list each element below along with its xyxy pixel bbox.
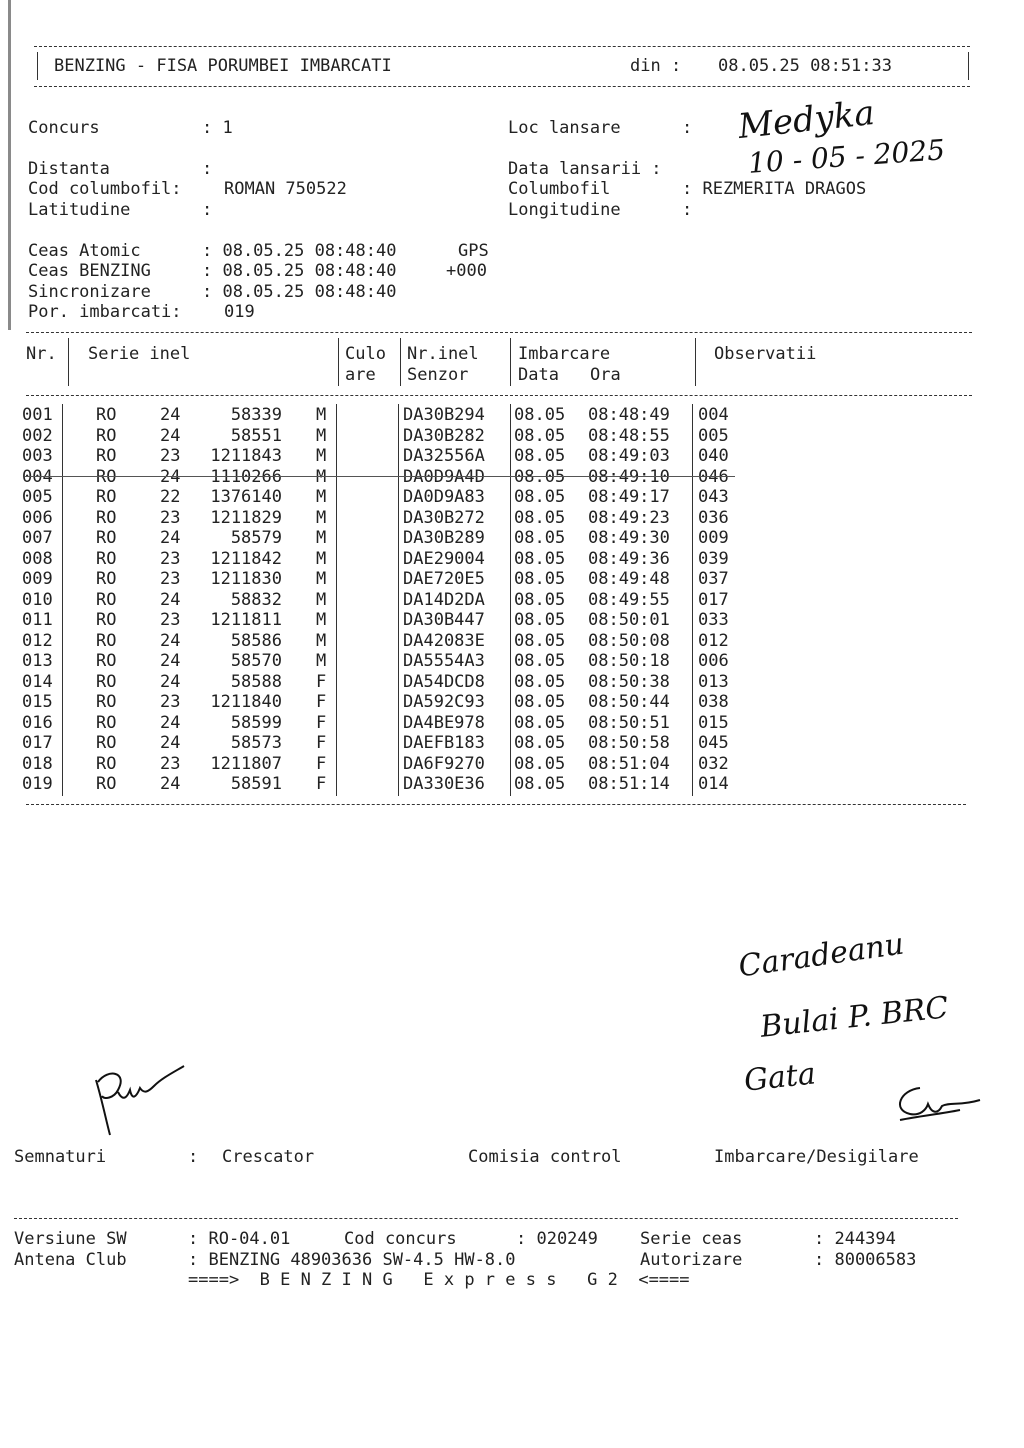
cell-yr: 23	[160, 610, 181, 630]
cell-date: 08.05	[514, 405, 566, 425]
loc-lansare-colon: :	[682, 118, 693, 138]
table-row	[0, 754, 1024, 774]
ceas-atomic-source: GPS	[458, 241, 489, 261]
cell-sex: F	[316, 671, 327, 692]
cell-obs: 005	[698, 425, 729, 446]
serie-ceas-value: : 244394	[814, 1229, 896, 1249]
distanta-value: :	[202, 159, 213, 179]
cell-cc: RO	[96, 466, 117, 487]
footer-rule	[14, 1218, 958, 1219]
cell-obs: 036	[698, 507, 729, 528]
header-top-rule	[34, 46, 970, 47]
cell-date: 08.05	[514, 569, 566, 589]
cell-sex: M	[316, 548, 327, 569]
cell-nr: 018	[22, 753, 53, 774]
cell-nr: 011	[22, 610, 53, 630]
cell-ring: 58599	[230, 712, 282, 733]
table-row	[0, 713, 1024, 733]
cell-ring: 58591	[230, 774, 282, 794]
cell-date: 08.05	[514, 712, 566, 733]
cell-sensor: DA30B289	[403, 528, 485, 548]
cell-yr: 23	[160, 446, 181, 466]
cell-obs: 017	[698, 589, 729, 610]
cell-date: 08.05	[514, 733, 566, 753]
header-left-border	[37, 52, 38, 80]
handwritten-name-2: Bulai P. BRC	[758, 990, 951, 1045]
cell-cc: RO	[96, 712, 117, 733]
cell-sex: M	[316, 569, 327, 589]
cell-obs: 045	[698, 733, 729, 753]
cell-obs: 040	[698, 446, 729, 466]
cell-sensor: DA5554A3	[403, 651, 485, 671]
concurs-value: : 1	[202, 118, 233, 138]
latitudine-value: :	[202, 200, 213, 220]
cell-date: 08.05	[514, 671, 566, 692]
columbofil-label: Columbofil	[508, 179, 611, 199]
cell-time: 08:49:36	[588, 548, 670, 569]
table-row	[0, 487, 1024, 507]
cell-obs: 004	[698, 405, 729, 425]
cell-sensor: DA4BE978	[403, 712, 485, 733]
loc-lansare-label: Loc lansare	[508, 118, 621, 138]
cell-ring: 58339	[230, 405, 282, 425]
header-bottom-rule	[34, 86, 970, 87]
cell-date: 08.05	[514, 425, 566, 446]
cell-nr: 016	[22, 712, 53, 733]
cell-cc: RO	[96, 651, 117, 671]
ceas-benzing-label: Ceas BENZING	[28, 261, 151, 281]
cell-ring: 1211811	[210, 610, 282, 630]
cell-cc: RO	[96, 507, 117, 528]
cell-date: 08.05	[514, 507, 566, 528]
cod-columbofil-value: ROMAN 750522	[224, 179, 347, 199]
table-row	[0, 446, 1024, 466]
handwritten-name-1: Caradeanu	[736, 926, 907, 985]
cell-yr: 24	[160, 712, 181, 733]
table-row	[0, 631, 1024, 651]
cell-ring: 58588	[230, 671, 282, 692]
cell-sensor: DA0D9A4D	[403, 466, 485, 487]
cell-sensor: DA0D9A83	[403, 487, 485, 507]
cell-yr: 24	[160, 405, 181, 425]
columbofil-value: : REZMERITA DRAGOS	[682, 179, 867, 199]
table-header-rule	[26, 395, 972, 396]
cell-date: 08.05	[514, 692, 566, 712]
table-row	[0, 774, 1024, 794]
header-senzor: Senzor	[407, 365, 469, 385]
cell-yr: 24	[160, 630, 181, 651]
cell-time: 08:49:30	[588, 528, 670, 548]
cell-date: 08.05	[514, 651, 566, 671]
row-004-strike-line	[25, 476, 735, 477]
cell-sensor: DA54DCD8	[403, 671, 485, 692]
cell-cc: RO	[96, 589, 117, 610]
cell-ring: 58586	[230, 630, 282, 651]
col-sep-nr-header	[68, 338, 69, 386]
cell-time: 08:49:55	[588, 589, 670, 610]
cell-date: 08.05	[514, 548, 566, 569]
cell-cc: RO	[96, 446, 117, 466]
ceas-atomic-label: Ceas Atomic	[28, 241, 141, 261]
col-sep-serie-header	[338, 338, 339, 386]
print-datetime: 08.05.25 08:51:33	[718, 56, 892, 76]
cell-nr: 003	[22, 446, 53, 466]
cell-sex: M	[316, 630, 327, 651]
cell-ring: 58579	[230, 528, 282, 548]
cell-date: 08.05	[514, 589, 566, 610]
cell-obs: 009	[698, 528, 729, 548]
cod-concurs-value: : 020249	[516, 1229, 598, 1249]
header-culoare-2: are	[345, 365, 376, 385]
antena-club-value: : BENZING 48903636 SW-4.5 HW-8.0	[188, 1250, 516, 1270]
cell-obs: 015	[698, 712, 729, 733]
cell-cc: RO	[96, 425, 117, 446]
cell-yr: 23	[160, 753, 181, 774]
cell-cc: RO	[96, 692, 117, 712]
desigilare-signature	[880, 1080, 990, 1130]
cell-ring: 58573	[230, 733, 282, 753]
cell-date: 08.05	[514, 446, 566, 466]
cell-time: 08:49:03	[588, 446, 670, 466]
table-row	[0, 426, 1024, 446]
cell-nr: 012	[22, 630, 53, 651]
cell-time: 08:48:49	[588, 405, 670, 425]
scan-edge	[8, 0, 11, 330]
cell-sensor: DAEFB183	[403, 733, 485, 753]
cell-ring: 1211843	[210, 446, 282, 466]
cell-ring: 1211807	[210, 753, 282, 774]
crescator-label: Crescator	[222, 1147, 315, 1167]
data-lansarii-handwritten: 10 - 05 - 2025	[747, 133, 946, 180]
cell-sex: F	[316, 753, 327, 774]
loc-lansare-handwritten: Medyka	[736, 92, 877, 148]
cell-sensor: DAE720E5	[403, 569, 485, 589]
cell-obs: 032	[698, 753, 729, 774]
cell-time: 08:48:55	[588, 425, 670, 446]
cell-sex: M	[316, 610, 327, 630]
handwritten-name-3: Gata	[742, 1056, 818, 1099]
header-right-border	[968, 52, 969, 80]
cell-nr: 002	[22, 425, 53, 446]
cell-sex: M	[316, 405, 327, 425]
table-top-rule	[26, 332, 972, 333]
cell-time: 08:49:10	[588, 466, 670, 487]
cell-sex: M	[316, 651, 327, 671]
cell-cc: RO	[96, 753, 117, 774]
header-nr: Nr.	[26, 344, 57, 364]
cell-ring: 1211840	[210, 692, 282, 712]
cell-yr: 22	[160, 487, 181, 507]
cell-obs: 043	[698, 487, 729, 507]
cell-date: 08.05	[514, 528, 566, 548]
imbarcare-desigilare-label: Imbarcare/Desigilare	[714, 1147, 919, 1167]
ceas-atomic-value: : 08.05.25 08:48:40	[202, 241, 397, 261]
cell-cc: RO	[96, 569, 117, 589]
longitudine-value: :	[682, 200, 693, 220]
comisia-control-label: Comisia control	[468, 1147, 622, 1167]
cell-yr: 24	[160, 651, 181, 671]
cell-sex: M	[316, 507, 327, 528]
cell-sensor: DA30B447	[403, 610, 485, 630]
cell-time: 08:50:51	[588, 712, 670, 733]
cell-sex: M	[316, 487, 327, 507]
table-row	[0, 590, 1024, 610]
data-lansarii-label: Data lansarii :	[508, 159, 662, 179]
cell-nr: 008	[22, 548, 53, 569]
table-row	[0, 733, 1024, 753]
table-row	[0, 528, 1024, 548]
cell-obs: 039	[698, 548, 729, 569]
versiune-sw-value: : RO-04.01	[188, 1229, 291, 1249]
cell-ring: 1211842	[210, 548, 282, 569]
cell-date: 08.05	[514, 487, 566, 507]
longitudine-label: Longitudine	[508, 200, 621, 220]
semnaturi-colon: :	[188, 1147, 199, 1167]
cell-yr: 23	[160, 548, 181, 569]
header-serie-inel: Serie inel	[88, 344, 191, 364]
cell-obs: 013	[698, 671, 729, 692]
cell-sensor: DA32556A	[403, 446, 485, 466]
semnaturi-label: Semnaturi	[14, 1147, 107, 1167]
col-sep-imbarcare-header	[695, 338, 696, 386]
por-imbarcati-value: 019	[224, 302, 255, 322]
cell-time: 08:49:48	[588, 569, 670, 589]
ceas-benzing-value: : 08.05.25 08:48:40	[202, 261, 397, 281]
cell-yr: 24	[160, 774, 181, 794]
concurs-label: Concurs	[28, 118, 100, 138]
autorizare-label: Autorizare	[640, 1250, 743, 1270]
cell-cc: RO	[96, 528, 117, 548]
cell-sex: M	[316, 446, 327, 466]
cell-time: 08:50:08	[588, 630, 670, 651]
table-row	[0, 692, 1024, 712]
cell-nr: 019	[22, 774, 53, 794]
cell-time: 08:51:04	[588, 753, 670, 774]
cell-sex: F	[316, 733, 327, 753]
cell-yr: 24	[160, 589, 181, 610]
cell-date: 08.05	[514, 610, 566, 630]
cell-yr: 24	[160, 466, 181, 487]
cell-sensor: DA30B272	[403, 507, 485, 528]
cell-time: 08:49:17	[588, 487, 670, 507]
cell-time: 08:50:58	[588, 733, 670, 753]
antena-club-label: Antena Club	[14, 1250, 127, 1270]
cell-nr: 009	[22, 569, 53, 589]
header-observatii: Observatii	[714, 344, 817, 364]
col-sep-senzor-header	[510, 338, 511, 386]
cell-sex: F	[316, 774, 327, 794]
cell-obs: 014	[698, 774, 729, 794]
cell-time: 08:49:23	[588, 507, 670, 528]
cell-nr: 010	[22, 589, 53, 610]
cell-ring: 1376140	[210, 487, 282, 507]
cell-ring: 58832	[230, 589, 282, 610]
header-ora: Ora	[590, 365, 621, 385]
cell-obs: 046	[698, 466, 729, 487]
cell-date: 08.05	[514, 630, 566, 651]
ceas-benzing-offset: +000	[446, 261, 487, 281]
cell-time: 08:50:01	[588, 610, 670, 630]
cell-nr: 006	[22, 507, 53, 528]
sincronizare-label: Sincronizare	[28, 282, 151, 302]
cell-sex: M	[316, 528, 327, 548]
cell-time: 08:50:18	[588, 651, 670, 671]
table-row	[0, 569, 1024, 589]
table-bottom-rule	[26, 804, 966, 805]
serie-ceas-label: Serie ceas	[640, 1229, 743, 1249]
cell-yr: 24	[160, 425, 181, 446]
table-row	[0, 651, 1024, 671]
cell-sensor: DA330E36	[403, 774, 485, 794]
table-row	[0, 549, 1024, 569]
cell-sensor: DA14D2DA	[403, 589, 485, 610]
cell-sex: M	[316, 466, 327, 487]
cell-time: 08:50:38	[588, 671, 670, 692]
header-imbarcare: Imbarcare	[518, 344, 611, 364]
autorizare-value: : 80006583	[814, 1250, 917, 1270]
cell-cc: RO	[96, 774, 117, 794]
cell-sensor: DA30B294	[403, 405, 485, 425]
document-title: BENZING - FISA PORUMBEI IMBARCATI	[54, 56, 392, 76]
crescator-signature	[88, 1060, 198, 1140]
cell-cc: RO	[96, 487, 117, 507]
cell-ring: 1211829	[210, 507, 282, 528]
date-label: din :	[630, 56, 682, 76]
cell-cc: RO	[96, 610, 117, 630]
cell-cc: RO	[96, 733, 117, 753]
cell-cc: RO	[96, 671, 117, 692]
cell-nr: 013	[22, 651, 53, 671]
cell-obs: 012	[698, 630, 729, 651]
cell-sensor: DAE29004	[403, 548, 485, 569]
cell-yr: 23	[160, 692, 181, 712]
cod-concurs-label: Cod concurs	[344, 1229, 457, 1249]
cell-nr: 014	[22, 671, 53, 692]
cell-yr: 24	[160, 528, 181, 548]
cell-sex: F	[316, 712, 327, 733]
cell-sex: M	[316, 589, 327, 610]
cell-ring: 1110266	[210, 466, 282, 487]
cell-date: 08.05	[514, 753, 566, 774]
cell-obs: 006	[698, 651, 729, 671]
cell-date: 08.05	[514, 774, 566, 794]
cell-cc: RO	[96, 630, 117, 651]
table-row	[0, 405, 1024, 425]
cell-ring: 58570	[230, 651, 282, 671]
benzing-express-banner: ====> B E N Z I N G E x p r e s s G 2 <====	[188, 1270, 690, 1290]
cell-obs: 037	[698, 569, 729, 589]
sincronizare-value: : 08.05.25 08:48:40	[202, 282, 397, 302]
cell-sex: F	[316, 692, 327, 712]
cell-sensor: DA6F9270	[403, 753, 485, 774]
table-row	[0, 672, 1024, 692]
cell-nr: 001	[22, 405, 53, 425]
distanta-label: Distanta	[28, 159, 110, 179]
cell-sensor: DA30B282	[403, 425, 485, 446]
cell-cc: RO	[96, 548, 117, 569]
cell-cc: RO	[96, 405, 117, 425]
versiune-sw-label: Versiune SW	[14, 1229, 127, 1249]
cell-sensor: DA42083E	[403, 630, 485, 651]
cell-nr: 005	[22, 487, 53, 507]
cell-sex: M	[316, 425, 327, 446]
cell-nr: 017	[22, 733, 53, 753]
header-data: Data	[518, 365, 559, 385]
cell-yr: 23	[160, 569, 181, 589]
table-row	[0, 508, 1024, 528]
cell-obs: 033	[698, 610, 729, 630]
cell-yr: 24	[160, 671, 181, 692]
cell-date: 08.05	[514, 466, 566, 487]
cell-nr: 007	[22, 528, 53, 548]
cell-yr: 23	[160, 507, 181, 528]
cell-nr: 004	[22, 466, 53, 487]
header-culoare-1: Culo	[345, 344, 386, 364]
table-row	[0, 610, 1024, 630]
por-imbarcati-label: Por. imbarcati:	[28, 302, 182, 322]
cell-sensor: DA592C93	[403, 692, 485, 712]
cod-columbofil-label: Cod columbofil:	[28, 179, 182, 199]
cell-time: 08:51:14	[588, 774, 670, 794]
cell-obs: 038	[698, 692, 729, 712]
cell-nr: 015	[22, 692, 53, 712]
cell-yr: 24	[160, 733, 181, 753]
col-sep-culo-header	[400, 338, 401, 386]
header-nr-inel: Nr.inel	[407, 344, 479, 364]
cell-ring: 58551	[230, 425, 282, 446]
cell-ring: 1211830	[210, 569, 282, 589]
latitudine-label: Latitudine	[28, 200, 131, 220]
cell-time: 08:50:44	[588, 692, 670, 712]
